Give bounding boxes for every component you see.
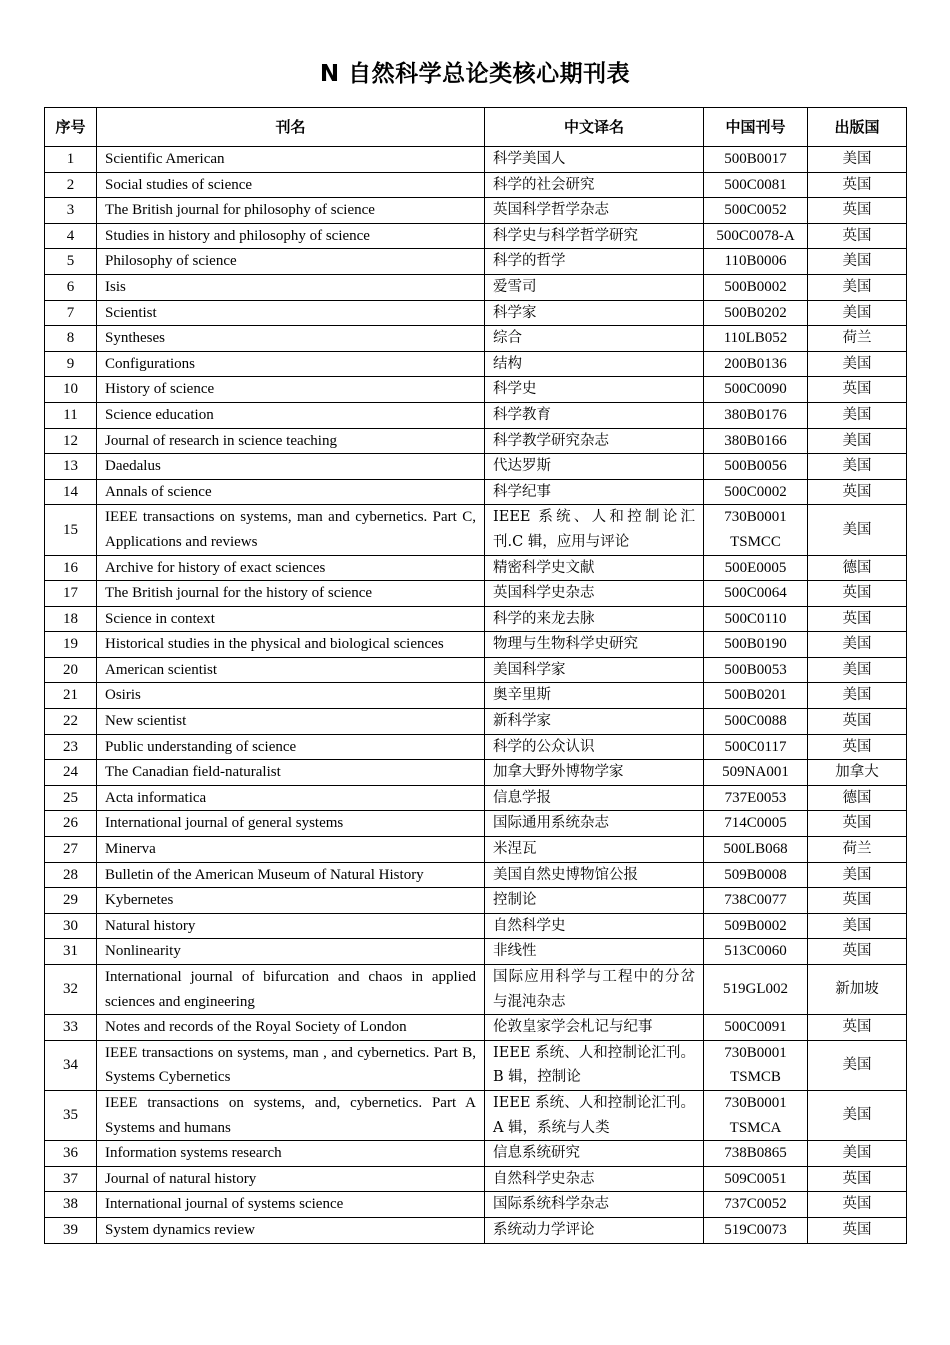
cell-code: 500B0053	[704, 657, 808, 683]
header-chinese-title: 中文译名	[485, 108, 704, 147]
cell-code: 500C0110	[704, 606, 808, 632]
cell-country: 英国	[808, 479, 907, 505]
cell-title: History of science	[97, 377, 485, 403]
cell-title: Daedalus	[97, 454, 485, 480]
table-body	[45, 147, 907, 1244]
cell-title: Philosophy of science	[97, 249, 485, 275]
cell-country: 美国	[808, 1040, 907, 1090]
cell-chinese-title: 自然科学史杂志	[485, 1166, 704, 1192]
table-row	[45, 939, 907, 965]
cell-chinese-title: 科学史	[485, 377, 704, 403]
cell-title: Archive for history of exact sciences	[97, 555, 485, 581]
cell-seq: 17	[45, 581, 97, 607]
cell-country: 英国	[808, 581, 907, 607]
cell-country: 美国	[808, 454, 907, 480]
cell-seq: 16	[45, 555, 97, 581]
cell-seq: 36	[45, 1141, 97, 1167]
cell-country: 英国	[808, 377, 907, 403]
cell-country: 美国	[808, 274, 907, 300]
cell-chinese-title: 信息学报	[485, 785, 704, 811]
cell-chinese-title: 美国自然史博物馆公报	[485, 862, 704, 888]
cell-title: Syntheses	[97, 326, 485, 352]
cell-seq: 31	[45, 939, 97, 965]
cell-code: 500B0056	[704, 454, 808, 480]
cell-chinese-title: IEEE 系统、人和控制论汇刊。B 辑，控制论	[485, 1040, 704, 1090]
cell-seq: 19	[45, 632, 97, 658]
cell-country: 美国	[808, 657, 907, 683]
cell-chinese-title: 英国科学哲学杂志	[485, 198, 704, 224]
cell-seq: 4	[45, 223, 97, 249]
cell-title: International journal of general systems	[97, 811, 485, 837]
cell-code: 500C0002	[704, 479, 808, 505]
cell-chinese-title: 新科学家	[485, 709, 704, 735]
cell-title: Configurations	[97, 351, 485, 377]
cell-country: 美国	[808, 402, 907, 428]
cell-code: 500C0064	[704, 581, 808, 607]
cell-title: Minerva	[97, 837, 485, 863]
cell-chinese-title: 科学的公众认识	[485, 734, 704, 760]
table-row	[45, 709, 907, 735]
cell-title: The British journal for the history of science	[97, 581, 485, 607]
cell-title: System dynamics review	[97, 1217, 485, 1243]
cell-chinese-title: 奥辛里斯	[485, 683, 704, 709]
table-row	[45, 811, 907, 837]
cell-code: 500B0202	[704, 300, 808, 326]
cell-chinese-title: 米涅瓦	[485, 837, 704, 863]
cell-code: 509B0002	[704, 913, 808, 939]
cell-chinese-title: 综合	[485, 326, 704, 352]
cell-country: 美国	[808, 1090, 907, 1140]
cell-country: 美国	[808, 683, 907, 709]
cell-seq: 25	[45, 785, 97, 811]
cell-chinese-title: 系统动力学评论	[485, 1217, 704, 1243]
table-row	[45, 1015, 907, 1041]
cell-seq: 26	[45, 811, 97, 837]
cell-code: 738B0865	[704, 1141, 808, 1167]
cell-seq: 5	[45, 249, 97, 275]
cell-code: 513C0060	[704, 939, 808, 965]
cell-country: 新加坡	[808, 965, 907, 1015]
cell-chinese-title: 国际通用系统杂志	[485, 811, 704, 837]
cell-country: 荷兰	[808, 837, 907, 863]
cell-code: 500C0052	[704, 198, 808, 224]
table-row	[45, 683, 907, 709]
cell-title: Bulletin of the American Museum of Natural History	[97, 862, 485, 888]
cell-country: 美国	[808, 147, 907, 173]
table-row	[45, 657, 907, 683]
cell-country: 英国	[808, 606, 907, 632]
cell-chinese-title: 国际系统科学杂志	[485, 1192, 704, 1218]
cell-chinese-title: 科学家	[485, 300, 704, 326]
cell-country: 德国	[808, 785, 907, 811]
cell-country: 英国	[808, 888, 907, 914]
cell-code: 509NA001	[704, 760, 808, 786]
table-row	[45, 837, 907, 863]
cell-title: Scientist	[97, 300, 485, 326]
page-title: N 自然科学总论类核心期刊表	[319, 61, 631, 87]
cell-code: 730B0001 TSMCA	[704, 1090, 808, 1140]
cell-seq: 13	[45, 454, 97, 480]
table-row	[45, 862, 907, 888]
cell-seq: 2	[45, 172, 97, 198]
cell-code: 500C0090	[704, 377, 808, 403]
table-row	[45, 172, 907, 198]
table-row	[45, 402, 907, 428]
cell-code: 500C0091	[704, 1015, 808, 1041]
cell-chinese-title: 美国科学家	[485, 657, 704, 683]
cell-code: 500E0005	[704, 555, 808, 581]
cell-country: 英国	[808, 734, 907, 760]
cell-chinese-title: 英国科学史杂志	[485, 581, 704, 607]
cell-chinese-title: 科学的哲学	[485, 249, 704, 275]
table-row	[45, 555, 907, 581]
cell-title: Journal of natural history	[97, 1166, 485, 1192]
cell-code: 500B0017	[704, 147, 808, 173]
cell-code: 730B0001 TSMCC	[704, 505, 808, 555]
table-row	[45, 581, 907, 607]
cell-country: 美国	[808, 428, 907, 454]
cell-title: IEEE transactions on systems, man , and cybernetics. Part B, Systems Cybernetics	[97, 1040, 485, 1090]
table-header-row	[45, 108, 907, 147]
cell-title: Kybernetes	[97, 888, 485, 914]
table-row	[45, 632, 907, 658]
cell-code: 737C0052	[704, 1192, 808, 1218]
cell-title: Natural history	[97, 913, 485, 939]
journal-table	[44, 107, 907, 1244]
cell-code: 110B0006	[704, 249, 808, 275]
cell-chinese-title: 自然科学史	[485, 913, 704, 939]
cell-country: 美国	[808, 1141, 907, 1167]
cell-seq: 24	[45, 760, 97, 786]
table-row	[45, 249, 907, 275]
cell-code: 730B0001 TSMCB	[704, 1040, 808, 1090]
cell-chinese-title: 国际应用科学与工程中的分岔与混沌杂志	[485, 965, 704, 1015]
cell-title: Notes and records of the Royal Society of London	[97, 1015, 485, 1041]
cell-code: 500LB068	[704, 837, 808, 863]
table-row	[45, 454, 907, 480]
table-row	[45, 1217, 907, 1243]
cell-seq: 37	[45, 1166, 97, 1192]
cell-title: Historical studies in the physical and biological sciences	[97, 632, 485, 658]
cell-seq: 11	[45, 402, 97, 428]
cell-title: Social studies of science	[97, 172, 485, 198]
cell-seq: 35	[45, 1090, 97, 1140]
cell-chinese-title: 科学的社会研究	[485, 172, 704, 198]
cell-code: 509B0008	[704, 862, 808, 888]
cell-title: Annals of science	[97, 479, 485, 505]
cell-seq: 39	[45, 1217, 97, 1243]
cell-code: 380B0176	[704, 402, 808, 428]
cell-code: 519C0073	[704, 1217, 808, 1243]
cell-seq: 20	[45, 657, 97, 683]
cell-title: Science education	[97, 402, 485, 428]
cell-chinese-title: 科学的来龙去脉	[485, 606, 704, 632]
cell-code: 737E0053	[704, 785, 808, 811]
table-row	[45, 734, 907, 760]
cell-country: 美国	[808, 862, 907, 888]
cell-country: 德国	[808, 555, 907, 581]
cell-title: The British journal for philosophy of science	[97, 198, 485, 224]
cell-chinese-title: 精密科学史文献	[485, 555, 704, 581]
cell-title: International journal of bifurcation and chaos in applied sciences and engineering	[97, 965, 485, 1015]
cell-country: 英国	[808, 811, 907, 837]
table-row	[45, 300, 907, 326]
cell-seq: 21	[45, 683, 97, 709]
cell-seq: 1	[45, 147, 97, 173]
cell-title: Studies in history and philosophy of science	[97, 223, 485, 249]
cell-title: Osiris	[97, 683, 485, 709]
cell-chinese-title: 伦敦皇家学会札记与纪事	[485, 1015, 704, 1041]
table-row	[45, 377, 907, 403]
cell-code: 380B0166	[704, 428, 808, 454]
table-row	[45, 1040, 907, 1090]
cell-chinese-title: 科学教育	[485, 402, 704, 428]
cell-chinese-title: 信息系统研究	[485, 1141, 704, 1167]
cell-country: 美国	[808, 913, 907, 939]
table-row	[45, 351, 907, 377]
cell-country: 英国	[808, 198, 907, 224]
cell-country: 英国	[808, 223, 907, 249]
cell-code: 200B0136	[704, 351, 808, 377]
cell-seq: 10	[45, 377, 97, 403]
cell-chinese-title: 结构	[485, 351, 704, 377]
table-row	[45, 428, 907, 454]
cell-country: 英国	[808, 1192, 907, 1218]
cell-seq: 9	[45, 351, 97, 377]
cell-seq: 23	[45, 734, 97, 760]
table-row	[45, 888, 907, 914]
cell-seq: 38	[45, 1192, 97, 1218]
cell-seq: 33	[45, 1015, 97, 1041]
cell-code: 110LB052	[704, 326, 808, 352]
cell-chinese-title: 科学教学研究杂志	[485, 428, 704, 454]
table-row	[45, 1090, 907, 1140]
cell-chinese-title: 科学史与科学哲学研究	[485, 223, 704, 249]
cell-title: Scientific American	[97, 147, 485, 173]
cell-code: 509C0051	[704, 1166, 808, 1192]
cell-chinese-title: 非线性	[485, 939, 704, 965]
cell-code: 500B0002	[704, 274, 808, 300]
cell-seq: 15	[45, 505, 97, 555]
table-row	[45, 606, 907, 632]
header-seq: 序号	[45, 108, 97, 147]
cell-seq: 28	[45, 862, 97, 888]
cell-code: 500B0190	[704, 632, 808, 658]
table-row	[45, 760, 907, 786]
cell-title: Journal of research in science teaching	[97, 428, 485, 454]
cell-chinese-title: 物理与生物科学史研究	[485, 632, 704, 658]
table-row	[45, 1141, 907, 1167]
cell-chinese-title: 代达罗斯	[485, 454, 704, 480]
table-row	[45, 223, 907, 249]
cell-seq: 14	[45, 479, 97, 505]
cell-code: 500B0201	[704, 683, 808, 709]
cell-title: Information systems research	[97, 1141, 485, 1167]
cell-code: 519GL002	[704, 965, 808, 1015]
cell-seq: 29	[45, 888, 97, 914]
cell-seq: 3	[45, 198, 97, 224]
cell-title: New scientist	[97, 709, 485, 735]
cell-chinese-title: 控制论	[485, 888, 704, 914]
cell-country: 英国	[808, 1217, 907, 1243]
cell-country: 英国	[808, 1166, 907, 1192]
cell-chinese-title: IEEE 系统、人和控制论汇刊。A 辑，系统与人类	[485, 1090, 704, 1140]
cell-chinese-title: 科学美国人	[485, 147, 704, 173]
header-title: 刊名	[97, 108, 485, 147]
table-row	[45, 785, 907, 811]
cell-chinese-title: 爱雪司	[485, 274, 704, 300]
cell-country: 荷兰	[808, 326, 907, 352]
cell-seq: 27	[45, 837, 97, 863]
table-row	[45, 913, 907, 939]
cell-chinese-title: 加拿大野外博物学家	[485, 760, 704, 786]
cell-seq: 30	[45, 913, 97, 939]
header-country: 出版国	[808, 108, 907, 147]
cell-title: Nonlinearity	[97, 939, 485, 965]
cell-country: 美国	[808, 351, 907, 377]
cell-title: American scientist	[97, 657, 485, 683]
cell-seq: 6	[45, 274, 97, 300]
cell-code: 500C0081	[704, 172, 808, 198]
table-row	[45, 147, 907, 173]
cell-seq: 8	[45, 326, 97, 352]
cell-code: 500C0117	[704, 734, 808, 760]
cell-chinese-title: IEEE 系统、人和控制论汇刊.C 辑，应用与评论	[485, 505, 704, 555]
cell-country: 英国	[808, 1015, 907, 1041]
table-row	[45, 1166, 907, 1192]
header-code: 中国刊号	[704, 108, 808, 147]
cell-country: 美国	[808, 505, 907, 555]
cell-country: 美国	[808, 632, 907, 658]
table-row	[45, 326, 907, 352]
cell-country: 美国	[808, 300, 907, 326]
cell-country: 英国	[808, 939, 907, 965]
cell-code: 500C0078-A	[704, 223, 808, 249]
cell-title: IEEE transactions on systems, man and cybernetics. Part C, Applications and reviews	[97, 505, 485, 555]
table-row	[45, 1192, 907, 1218]
cell-title: Isis	[97, 274, 485, 300]
cell-title: Science in context	[97, 606, 485, 632]
cell-country: 美国	[808, 249, 907, 275]
cell-title: International journal of systems science	[97, 1192, 485, 1218]
cell-country: 英国	[808, 709, 907, 735]
cell-country: 英国	[808, 172, 907, 198]
cell-code: 738C0077	[704, 888, 808, 914]
table-row	[45, 479, 907, 505]
cell-seq: 12	[45, 428, 97, 454]
cell-seq: 7	[45, 300, 97, 326]
table-row	[45, 965, 907, 1015]
cell-title: Public understanding of science	[97, 734, 485, 760]
cell-seq: 22	[45, 709, 97, 735]
table-row	[45, 505, 907, 555]
cell-title: The Canadian field-naturalist	[97, 760, 485, 786]
table-row	[45, 198, 907, 224]
cell-seq: 18	[45, 606, 97, 632]
cell-chinese-title: 科学纪事	[485, 479, 704, 505]
cell-code: 500C0088	[704, 709, 808, 735]
table-row	[45, 274, 907, 300]
cell-title: Acta informatica	[97, 785, 485, 811]
cell-seq: 34	[45, 1040, 97, 1090]
cell-country: 加拿大	[808, 760, 907, 786]
cell-seq: 32	[45, 965, 97, 1015]
cell-title: IEEE transactions on systems, and, cybernetics. Part A Systems and humans	[97, 1090, 485, 1140]
cell-code: 714C0005	[704, 811, 808, 837]
